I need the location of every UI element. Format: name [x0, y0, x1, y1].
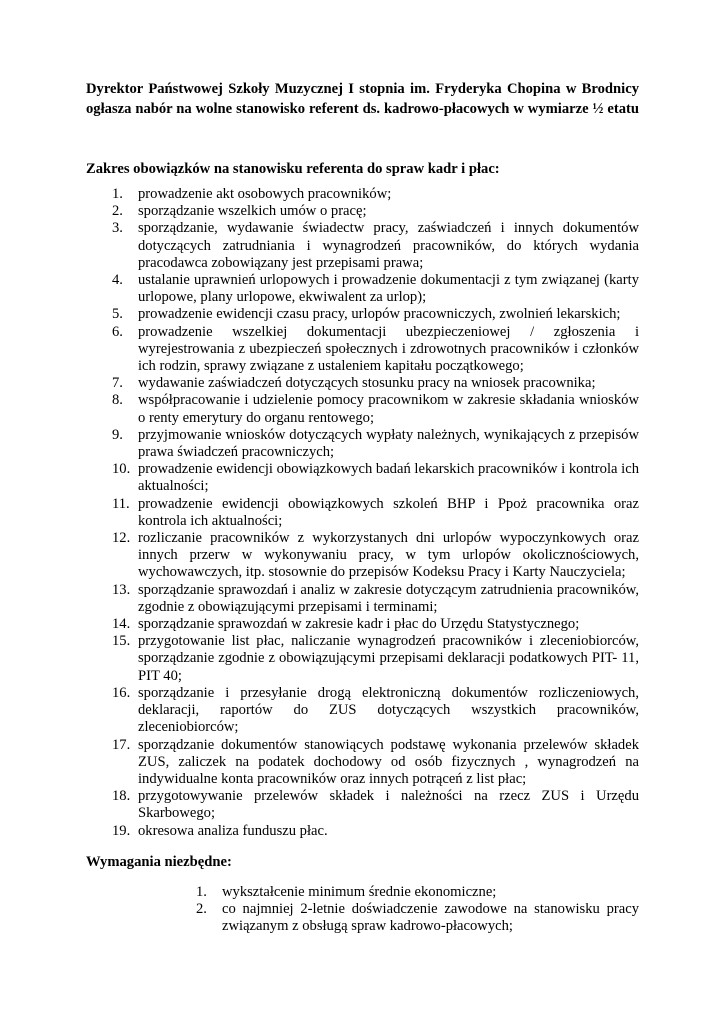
duty-item: [0, 530, 725, 582]
duty-item: [0, 685, 725, 737]
list-item-number: 5.: [112, 306, 123, 323]
list-item-number: 18.: [112, 788, 131, 805]
header-line-2: ogłasza nabór na wolne stanowisko referent ds. kadrowo-płacowych w wymiarze ½ etatu: [86, 101, 639, 117]
list-item-number: 17.: [112, 736, 131, 753]
list-item-number: 13.: [112, 581, 131, 598]
requirement-item: [0, 901, 725, 935]
list-item-text: sporządzanie, wydawanie świadectw pracy, zaświadczeń i innych dokumentów dotyczących zatrudniania i wynagrodzeń pracowników, do których wydania pracodawca zobowiązany jest przepisami prawa;: [138, 220, 639, 271]
duty-item: [0, 788, 725, 822]
list-item-number: 12.: [112, 530, 131, 547]
list-item-text: sporządzanie sprawozdań i analiz w zakresie dotyczącym zatrudnienia pracowników, zgodnie z obowiązującymi przepisami i terminami;: [138, 581, 639, 615]
list-item-number: 3.: [112, 220, 123, 237]
duty-item: [0, 461, 725, 495]
list-item-number: 7.: [112, 375, 123, 392]
list-item-text: przyjmowanie wniosków dotyczących wypłaty należnych, wynikających z przepisów prawa świadczeń pracowniczych;: [138, 426, 639, 461]
list-item-text: okresowa analiza funduszu płac.: [138, 822, 328, 839]
duty-item: [0, 220, 725, 272]
duty-item: [0, 272, 725, 306]
list-item-text: przygotowanie list płac, naliczanie wynagrodzeń pracowników i zleceniobiorców, sporządzanie zgodnie z obowiązującymi przepisami deklaracji podatkowych PIT- 11, PIT 40;: [138, 633, 639, 684]
duty-item: [0, 392, 725, 426]
list-item-number: 4.: [112, 272, 123, 289]
duty-item: [0, 375, 725, 392]
list-item-number: 6.: [112, 323, 123, 340]
requirements-list: [0, 884, 725, 936]
list-item-number: 16.: [112, 684, 131, 701]
list-item-text: prowadzenie ewidencji obowiązkowych szkoleń BHP i Ppoż pracownika oraz kontrola ich aktualności;: [138, 495, 639, 529]
list-item-text: ustalanie uprawnień urlopowych i prowadzenie dokumentacji z tym związanej (karty urlopowe, plany urlopowe, ekwiwalent za urlop);: [138, 272, 639, 306]
duty-item: [0, 737, 725, 789]
list-item-number: 15.: [112, 633, 131, 650]
list-item-number: 11.: [112, 495, 130, 512]
header-line-1: Dyrektor Państwowej Szkoły Muzycznej I stopnia im. Fryderyka Chopina w Brodnicy: [86, 81, 639, 97]
list-item-text: sporządzanie wszelkich umów o pracę;: [138, 203, 367, 220]
list-item-text: sporządzanie i przesyłanie drogą elektroniczną dokumentów rozliczeniowych, deklaracji, raportów do ZUS dotyczących wszystkich pracowników, zleceniobiorców;: [138, 684, 639, 736]
list-item-text: rozliczanie pracowników z wykorzystanych dni urlopów wypoczynkowych oraz innych przerw w wykonywaniu pracy, w tym urlopów okolicznościowych, wychowawczych, itp. stosownie do przepisów Kodeksu Pracy i Karty Nauczyciela;: [138, 530, 639, 581]
requirements-heading: Wymagania niezbędne:: [86, 854, 232, 870]
duties-heading: Zakres obowiązków na stanowisku referenta do spraw kadr i płac:: [86, 161, 500, 177]
list-item-number: 9.: [112, 426, 123, 443]
list-item-text: prowadzenie wszelkiej dokumentacji ubezpieczeniowej / zgłoszenia i wyrejestrowania z ubezpieczeń społecznych i zdrowotnych pracowników i członków ich rodzin, sprawy związane z ustaleniem kapitału początkowego;: [138, 323, 639, 375]
list-item-text: współpracowanie i udzielenie pomocy pracownikom w zakresie składania wniosków o renty emerytury do organu rentowego;: [138, 392, 639, 426]
list-item-text: prowadzenie akt osobowych pracowników;: [138, 186, 392, 202]
list-item-number: 10.: [112, 461, 131, 478]
duty-item: [0, 186, 725, 203]
list-item-text: wykształcenie minimum średnie ekonomiczne;: [222, 884, 497, 900]
list-item-text: wydawanie zaświadczeń dotyczących stosunku pracy na wniosek pracownika;: [138, 375, 596, 392]
list-item-number: 19.: [112, 822, 131, 839]
list-item-number: 14.: [112, 616, 131, 633]
list-item-text: przygotowywanie przelewów składek i należności na rzecz ZUS i Urzędu Skarbowego;: [138, 788, 639, 822]
duty-item: [0, 324, 725, 376]
list-item-text: co najmniej 2-letnie doświadczenie zawodowe na stanowisku pracy związanym z obsługą spraw kadrowo-płacowych;: [222, 901, 639, 935]
list-item-number: 2.: [112, 203, 123, 220]
duty-item: [0, 582, 725, 616]
list-item-number: 2.: [196, 901, 207, 918]
list-item-text: sporządzanie sprawozdań w zakresie kadr i płac do Urzędu Statystycznego;: [138, 616, 580, 633]
duty-item: [0, 823, 725, 840]
duties-list: [0, 186, 725, 840]
duty-item: [0, 306, 725, 323]
announcement-header: [86, 79, 639, 119]
list-item-number: 1.: [196, 884, 207, 900]
requirement-item: [0, 884, 725, 901]
list-item-number: 1.: [112, 186, 123, 202]
list-item-text: prowadzenie ewidencji czasu pracy, urlopów pracowniczych, zwolnień lekarskich;: [138, 306, 621, 323]
duty-item: [0, 427, 725, 461]
duty-item: [0, 616, 725, 633]
list-item-text: prowadzenie ewidencji obowiązkowych badań lekarskich pracowników i kontrola ich aktualności;: [138, 461, 639, 495]
list-item-text: sporządzanie dokumentów stanowiących podstawę wykonania przelewów składek ZUS, zaliczek na podatek dochodowy od osób fizycznych , wynagrodzeń na indywidualne konta pracowników oraz innych potrąceń z list płac;: [138, 736, 639, 787]
list-item-number: 8.: [112, 392, 123, 409]
duty-item: [0, 633, 725, 685]
duty-item: [0, 203, 725, 220]
duty-item: [0, 496, 725, 530]
